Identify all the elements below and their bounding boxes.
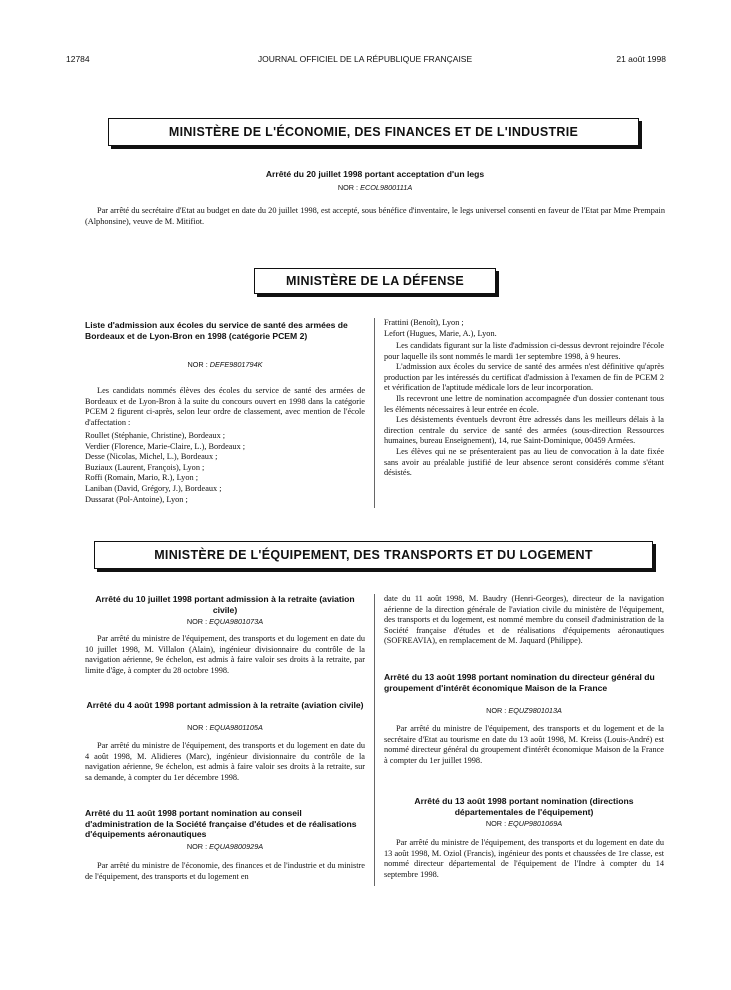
nor-reference <box>384 706 664 715</box>
ministry-banner-economie <box>108 118 639 146</box>
arrete-body-continued <box>384 594 664 647</box>
nor-code: EQUA9801073A <box>209 617 264 626</box>
list-item: Buziaux (Laurent, François), Lyon ; <box>85 462 205 472</box>
nor-code: DEFE9801794K <box>209 360 263 369</box>
nor-label: NOR : <box>187 360 208 369</box>
nor-label: NOR : <box>186 617 208 626</box>
nor-label: NOR : <box>186 842 208 851</box>
page-number: 12784 <box>66 54 90 64</box>
arrete-title: Arrêté du 20 juillet 1998 portant acceptation d'un legs <box>265 169 485 179</box>
issue-date: 21 août 1998 <box>616 54 666 64</box>
body-paragraph: Par arrêté du ministre de l'équipement, des transports et du logement en date du 4 août 1998, M. Alidieres (Marc), ingénieur divisionnaire du contrôle de la navigation aérienne, 9e échelon, est admis à faire valoir ses droits à la retraite, sur sa demande, à compter du 1er décembre 1998. <box>85 741 365 782</box>
column-divider <box>374 594 375 886</box>
nor-reference <box>230 183 520 192</box>
list-item: Roffi (Romain, Mario, R.), Lyon ; <box>85 473 199 483</box>
nor-label: NOR : <box>486 706 507 715</box>
nor-code: ECOL9800111A <box>360 183 413 192</box>
nor-reference <box>384 819 664 828</box>
body-paragraph: Les candidats nommés élèves des écoles du service de santé des armées de Bordeaux et de Lyon-Bron à la suite du concours ouvert en 1998 dans la catégorie PCEM 2 figurent ci-après, selon leur ordre de classement, avec mention de l'école d'affectation : <box>85 386 365 427</box>
nor-code: EQUA9800929A <box>209 842 264 851</box>
body-paragraph: Les candidats figurant sur la liste d'admission ci-dessus devront rejoindre l'école pour laquelle ils sont nommés le mardi 1er septembre 1998, à 9 heures. <box>384 341 664 361</box>
nor-reference <box>85 842 365 851</box>
body-paragraph: L'admission aux écoles du service de santé des armées n'est définitive qu'après production par les intéressés du certificat d'admission à l'examen de fin de PCEM 2 et vérification de l'aptitude médicale lors de leur incorporation. <box>384 362 664 393</box>
body-paragraph: Par arrêté du ministre de l'équipement, des transports et du logement en date du 13 août 1998, M. Oziol (Francis), ingénieur des ponts et chaussées de 1re classe, est nommé directeur départemental de l'équipement de l'Indre à compter du 14 septembre 1998. <box>384 838 664 879</box>
candidate-list-continued <box>384 318 664 339</box>
ministry-name: MINISTÈRE DE LA DÉFENSE <box>286 274 464 288</box>
nor-code: EQUZ9801013A <box>508 706 562 715</box>
arrete-body <box>384 838 664 880</box>
list-item: Frattini (Benoît), Lyon ; <box>384 318 464 327</box>
nor-reference <box>85 617 365 626</box>
list-item: Lefort (Hugues, Marie, A.), Lyon. <box>384 328 497 338</box>
body-paragraph: Les désistements éventuels devront être adressés dans les meilleurs délais à la direction centrale du service de santé des armées (sous-direction Ressources humaines, bureau Enseignement), 14, rue Saint-Dominique, 00459 Armées. <box>384 415 664 446</box>
nor-code: EQUP9801069A <box>508 819 563 828</box>
admission-intro <box>85 386 365 428</box>
nor-reference <box>85 360 365 369</box>
nor-reference <box>85 723 365 732</box>
arrete-body <box>384 724 664 766</box>
admission-details <box>384 341 664 479</box>
body-paragraph: Par arrêté du ministre de l'équipement, des transports et du logement et de la secrétaire d'Etat au tourisme en date du 13 août 1998, M. Kreiss (Louis-André) est nommé directeur général du groupement d'intérêt économique Maison de la France à compter du 1er juillet 1998. <box>384 724 664 765</box>
list-item: Dussarat (Pol-Antoine), Lyon ; <box>85 494 188 504</box>
arrete-title: Arrêté du 10 juillet 1998 portant admission à la retraite (aviation civile) <box>95 594 355 615</box>
candidate-list <box>85 431 365 505</box>
nor-code: EQUA9801105A <box>209 723 263 732</box>
list-item: Laniban (David, Grégory, J.), Bordeaux ; <box>85 483 222 493</box>
nor-label: NOR : <box>187 723 208 732</box>
body-paragraph: Les élèves qui ne se présenteraient pas au lieu de convocation à la date fixée sans avoir au préalable justifié de leur absence seront considérés comme s'étant désistés. <box>384 446 664 478</box>
body-paragraph: Par arrêté du ministre de l'économie, des finances et de l'industrie et du ministre de l'équipement, des transports et du logement en <box>85 861 365 881</box>
list-item: Verdier (Florence, Marie-Claire, L.), Bordeaux ; <box>85 441 246 451</box>
nor-label: NOR : <box>485 819 507 828</box>
body-paragraph: date du 11 août 1998, M. Baudry (Henri-Georges), directeur de la navigation aérienne de la direction générale de l'aviation civile du ministère de l'équipement, des transports et du logement, est nommé membre du conseil d'administration de la Société française d'études et de réalisations d'équipements aéronautiques (SOFREAVIA), en remplacement de M. Jaquard (Philippe). <box>384 594 664 646</box>
arrete-title: Arrêté du 13 août 1998 portant nomination du directeur général du groupement d'intérêt économique Maison de la France <box>384 672 655 693</box>
nor-label: NOR : <box>337 183 359 192</box>
ministry-banner-defense <box>254 268 496 294</box>
journal-title: JOURNAL OFFICIEL DE LA RÉPUBLIQUE FRANÇAISE <box>257 54 473 64</box>
arrete-body <box>85 206 665 227</box>
ministry-name: MINISTÈRE DE L'ÉQUIPEMENT, DES TRANSPORTS ET DU LOGEMENT <box>154 548 593 562</box>
body-paragraph: Par arrêté du ministre de l'équipement, des transports et du logement en date du 10 juillet 1998, M. Villalon (Alain), ingénieur divisionnaire du contrôle de la navigation aérienne, 9e échelon, est admis à faire valoir ses droits à la retraite, par limite d'âge, à compter du 28 octobre 1998. <box>85 634 365 675</box>
arrete-title: Arrêté du 13 août 1998 portant nomination (directions départementales de l'équipement) <box>414 796 634 817</box>
list-item: Desse (Nicolas, Michel, L.), Bordeaux ; <box>85 452 218 462</box>
arrete-title: Arrêté du 4 août 1998 portant admission à la retraite (aviation civile) <box>86 700 364 710</box>
arrete-title: Arrêté du 11 août 1998 portant nomination au conseil d'administration de la Société française d'études et de réalisations d'équipements aéronautiques <box>85 808 357 839</box>
arrete-title: Liste d'admission aux écoles du service de santé des armées de Bordeaux et de Lyon-Bron en 1998 (catégorie PCEM 2) <box>85 320 348 341</box>
arrete-body <box>85 861 365 882</box>
ministry-name: MINISTÈRE DE L'ÉCONOMIE, DES FINANCES ET DE L'INDUSTRIE <box>168 125 579 139</box>
body-paragraph: Ils recevront une lettre de nomination accompagnée d'un dossier contenant tous les éléments nécessaires à leur entrée en école. <box>384 393 664 414</box>
ministry-banner-equipement <box>94 541 653 569</box>
column-divider <box>374 318 375 508</box>
list-item: Roullet (Stéphanie, Christine), Bordeaux ; <box>85 431 226 440</box>
body-paragraph: Par arrêté du secrétaire d'Etat au budget en date du 20 juillet 1998, est accepté, sous bénéfice d'inventaire, le legs universel consenti en faveur de l'Etat par Mme Prempain (Alphonsine), veuve de M. Mitifiot. <box>85 206 665 226</box>
arrete-body <box>85 741 365 783</box>
arrete-body <box>85 634 365 676</box>
